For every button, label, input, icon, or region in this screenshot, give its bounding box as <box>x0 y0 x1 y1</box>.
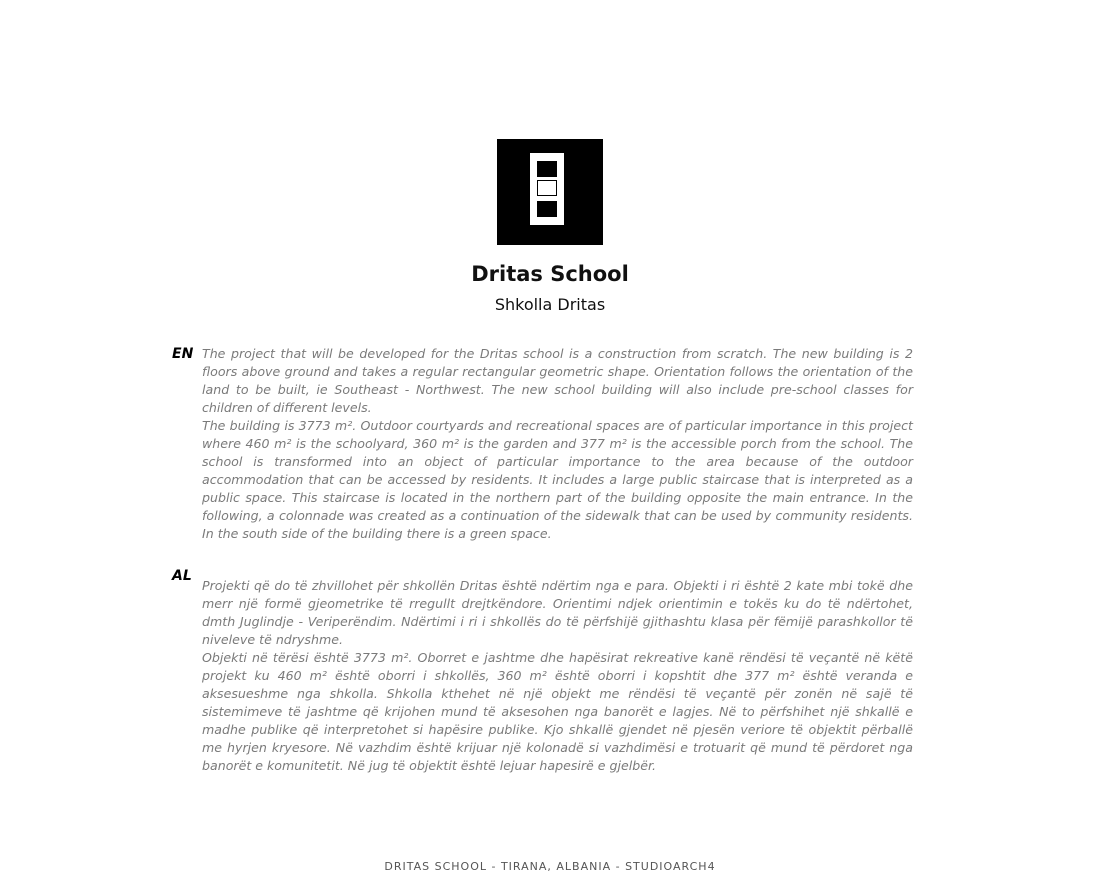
page-footer: DRITAS SCHOOL - TIRANA, ALBANIA - STUDIOARCH4 <box>384 860 716 873</box>
logo-cell-bottom <box>537 201 557 217</box>
albanian-description <box>202 577 913 775</box>
albanian-paragraph-2: Objekti në tërësi është 3773 m². Oborret e jashtme dhe hapësirat rekreative kanë rëndësi të veçantë në këtë projekt ku 460 m² është oborri i shkollës, 360 m² është oborri i kopshtit dhe 377 m² është veranda e aksesueshme nga shkolla. Shkolla kthehet në një objekt me rëndësi të veçantë për zonën në sajë të sistemimeve të jashtme që krijohen mund të aksesohen nga banorët e lagjes. Në to përfshihet një shkallë e madhe publike që interpretohet si hapësire publike. Kjo shkallë gjendet në pjesën veriore të objektit përballë me hyrjen kryesore. Në vazhdim është krijuar një kolonadë si vazhdimësi e trotuarit që mund të përdoret nga banorët e komunitetit. Në jug të objektit është lejuar hapesirë e gjelbër. <box>202 650 913 773</box>
language-label-en: EN <box>172 346 194 362</box>
logo-cell-middle <box>537 180 557 196</box>
logo-cell-top <box>537 161 557 177</box>
page-title: Dritas School <box>471 262 629 286</box>
albanian-paragraph-1: Projekti që do të zhvillohet për shkollën Dritas është ndërtim nga e para. Objekti i ri është 2 kate mbi tokë dhe merr një formë gjeometrike të rregullt drejtkëndore. Orientimi ndjek orientimin e tokës ku do të ndërtohet, dmth Juglindje - Veriperëndim. Ndërtimi i ri i shkollës do të përfshijë gjithashtu klasa për fëmijë parashkollor të niveleve të ndryshme. <box>202 578 913 647</box>
english-description <box>202 345 913 543</box>
page-subtitle: Shkolla Dritas <box>494 295 606 314</box>
logo-window-frame <box>530 153 564 225</box>
english-paragraph-2: The building is 3773 m². Outdoor courtyards and recreational spaces are of particular importance in this project where 460 m² is the schoolyard, 360 m² is the garden and 377 m² is the accessible porch from the school. The school is transformed into an object of particular importance to the area because of the outdoor accommodation that can be accessed by residents. It includes a large public staircase that is interpreted as a public space. This staircase is located in the northern part of the building opposite the main entrance. In the following, a colonnade was created as a continuation of the sidewalk that can be used by community residents. In the south side of the building there is a green space. <box>202 418 913 541</box>
language-label-al: AL <box>172 568 192 584</box>
english-paragraph-1: The project that will be developed for the Dritas school is a construction from scratch. The new building is 2 floors above ground and takes a regular rectangular geometric shape. Orientation follows the orientation of the land to be built, ie Southeast - Northwest. The new school building will also include pre-school classes for children of different levels. <box>202 346 913 415</box>
school-logo <box>497 139 603 245</box>
